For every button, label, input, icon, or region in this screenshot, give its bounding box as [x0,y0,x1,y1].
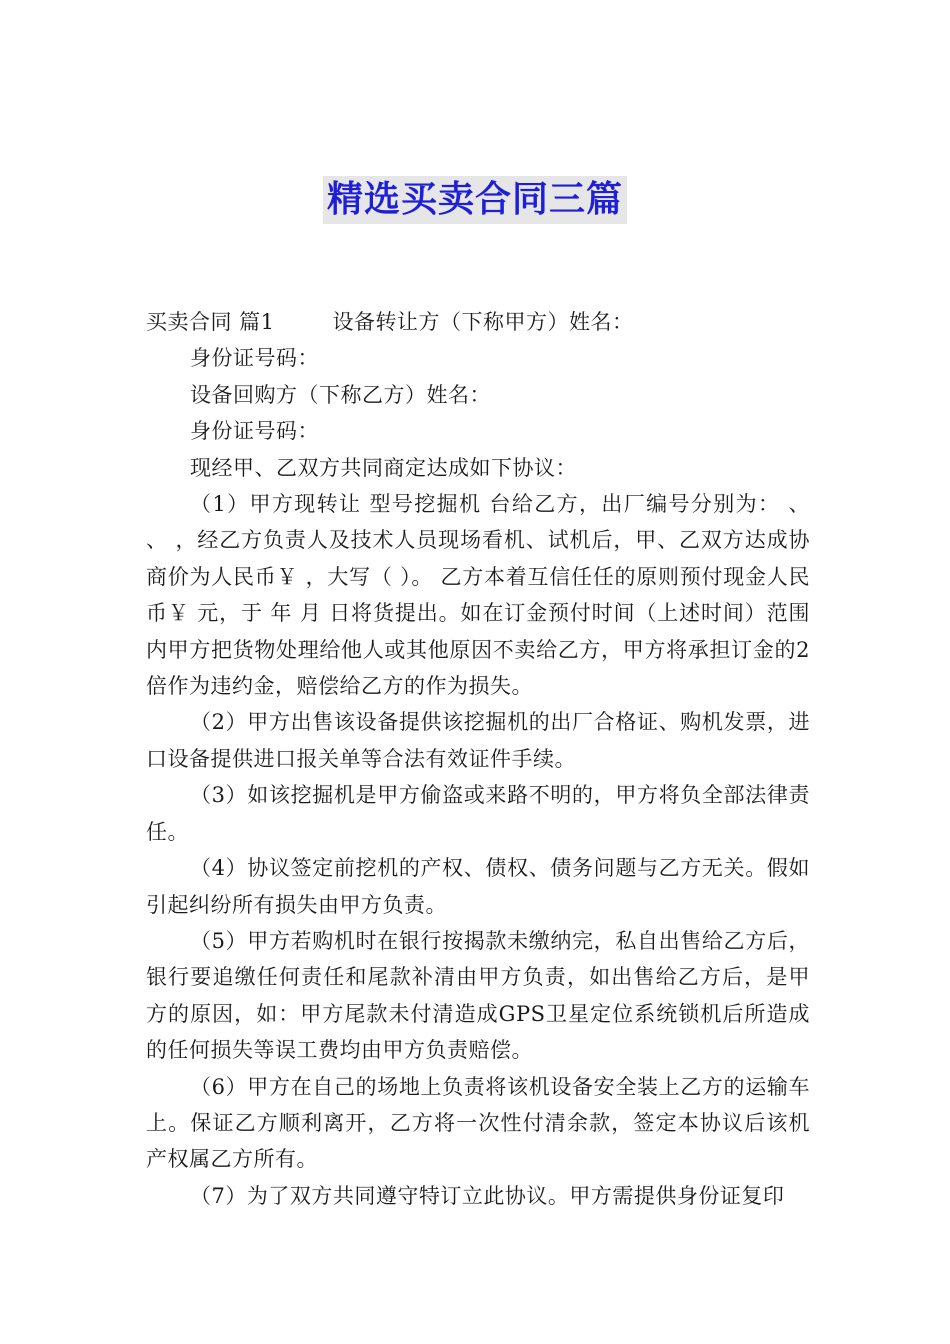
clause-2: （2）甲方出售该设备提供该挖掘机的出厂合格证、购机发票，进口设备提供进口报关单等合法有效证件手续。 [146,710,810,771]
transferor-name-line: 设备转让方（下称甲方）姓名： [332,310,634,334]
clause-3: （3）如该挖掘机是甲方偷盗或来路不明的，甲方将负全部法律责任。 [146,783,810,844]
section-label: 买卖合同 篇1 [146,310,275,334]
clause-4: （4）协议签定前挖机的产权、债权、债务问题与乙方无关。假如引起纠纷所有损失由甲方负责。 [146,856,810,917]
paragraph-id-number-1: 身份证号码： [190,346,319,371]
paragraph-buyer-name: 设备回购方（下称乙方）姓名： [190,382,491,407]
document-body [146,304,810,1214]
paragraph-id-number-2: 身份证号码： [190,419,319,444]
clause-6: （6）甲方在自己的场地上负责将该机设备安全装上乙方的运输车上。保证乙方顺利离开，乙方将一次性付清余款，签定本协议后该机产权属乙方所有。 [146,1074,810,1172]
document-title-wrap [0,176,950,224]
clause-5: （5）甲方若购机时在银行按揭款未缴纳完，私自出售给乙方后，银行要追缴任何责任和尾款补清由甲方负责，如出售给乙方后，是甲方的原因，如：甲方尾款未付清造成GPS卫星定位系统锁机后所造成的任何损失等误工费均由甲方负责赔偿。 [146,928,810,1063]
document-title: 精选买卖合同三篇 [323,176,627,224]
section-heading-line [146,304,810,340]
paragraph-agreement-intro: 现经甲、乙双方共同商定达成如下协议： [190,455,577,480]
clause-7: （7）为了双方共同遵守特订立此协议。甲方需提供身份证复印 [190,1183,785,1208]
clause-1: （1）甲方现转让 型号挖掘机 台给乙方，出厂编号分别为： 、 、 ，经乙方负责人及技术人员现场看机、试机后，甲、乙双方达成协商价为人民币￥ ，大写（ ）。 乙方本着互信任任的原则预付现金人民币￥ 元，于 年 月 日将货提出。如在订金预付时间（上述时间）范围内甲方把货物处理给他人或其他原因不卖给乙方，甲方将承担订金的2倍作为违约金，赔偿给乙方的作为损失。 [146,492,810,699]
